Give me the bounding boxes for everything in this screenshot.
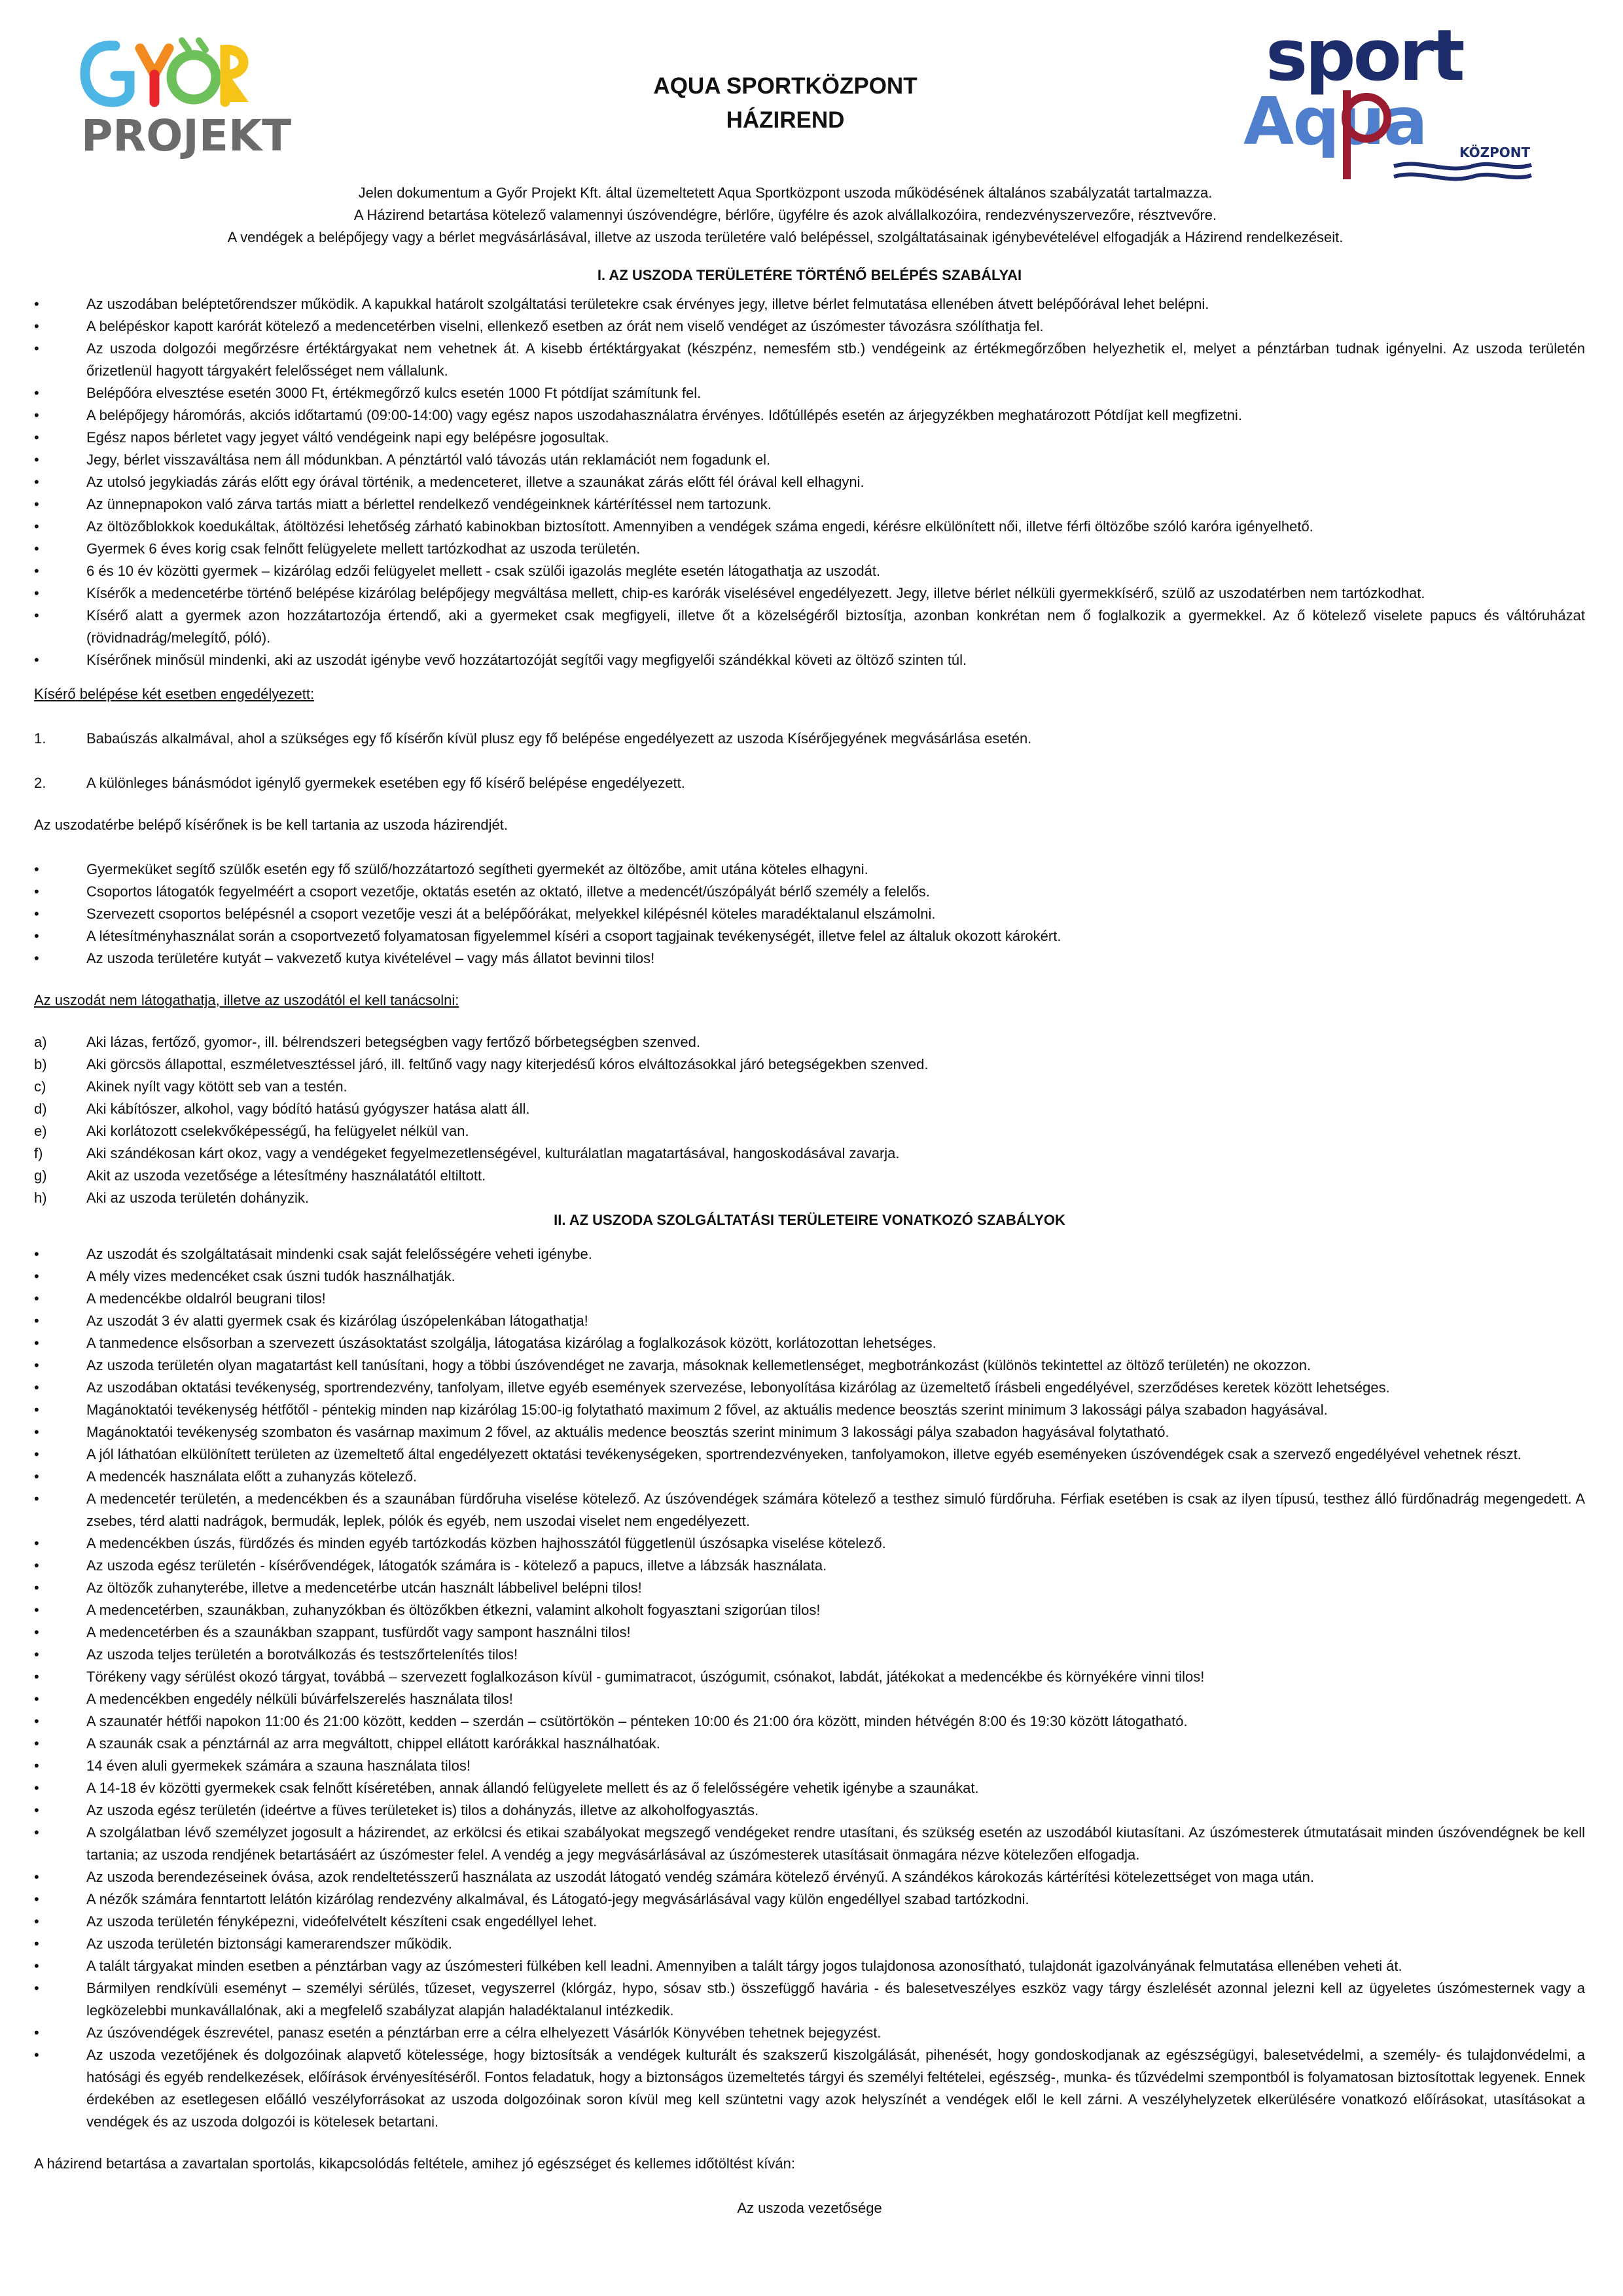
list-item: • Bármilyen rendkívüli eseményt – személyi sérülés, tűzeset, vegyszerrel (klórgáz, hypo, sósav stb.) összefüggő havária - és balesetveszélyes eszköz vagy tárgy észlelését azonnal jelezni kell az ügyeletes úszómesternek vagy a legközelebbi munkavállalónak, aki a megfelelő szabályzat alapján haladéktalanul intézkedik. [34,1977,1585,2022]
list-item: • Az uszodában oktatási tevékenység, sportrendezvény, tanfolyam, illetve egyéb események szervezése, lebonyolítása kizárólag az üzemeltető írásbeli engedélyével, szerződéses keretek között lehetséges. [34,1377,1585,1399]
intro-line: Jelen dokumentum a Győr Projekt Kft. által üzemeltetett Aqua Sportközpont uszoda működésének általános szabályzatát tartalmazza. [358,185,1213,201]
list-item: • A belépéskor kapott karórát kötelező a medencetérben viselni, ellenkező esetben az órát nem viselő vendéget az úszómester távozásra szólíthatja fel. [34,315,1585,338]
exclusion-letter: g) [34,1167,47,1184]
document-subtitle: HÁZIREND [726,107,845,133]
intro-block [52,182,1518,249]
list-item: • A medencékben úszás, fürdőzés és minden egyéb tartózkodás közben hajhosszától függetlenül úszósapka viselése kötelező. [34,1532,1585,1555]
gyor-projekt-logo [77,34,292,165]
intro-line: A vendégek a belépőjegy vagy a bérlet megvásárlásával, illetve az uszoda területére való belépéssel, szolgáltatásainak igénybevételével elfogadják a Házirend rendelkezéseit. [227,229,1344,245]
gyor-logo-word: PROJEKT [81,111,292,161]
exclusion-text: Aki korlátozott cselekvőképességű, ha felügyelet nélkül van. [86,1123,469,1139]
escort-case-number: 1. [34,730,46,747]
section-1-title: I. AZ USZODA TERÜLETÉRE TÖRTÉNŐ BELÉPÉS SZABÁLYAI [597,267,1022,283]
list-item: • Törékeny vagy sérülést okozó tárgyat, továbbá – szervezett foglalkozáson kívül - gumimatracot, úszógumit, csónakot, labdát, játékokat a medencékbe és környékére vinni tilos! [34,1666,1585,1688]
list-item: • Az uszoda területén fényképezni, videófelvételt készíteni csak engedéllyel lehet. [34,1911,1585,1933]
exclusion-letter: d) [34,1101,47,1117]
section-2-title: II. AZ USZODA SZOLGÁLTATÁSI TERÜLETEIRE VONATKOZÓ SZABÁLYOK [554,1212,1065,1228]
list-item: • A medencék használata előtt a zuhanyzás kötelező. [34,1466,1585,1488]
list-item: • A mély vizes medencéket csak úszni tudók használhatják. [34,1265,1585,1288]
exclusion-heading: Az uszodát nem látogathatja, illetve az uszodától el kell tanácsolni: [34,992,459,1008]
exclusion-text: Akit az uszoda vezetősége a létesítmény használatától eltiltott. [86,1167,486,1184]
list-item: • Magánoktatói tevékenység hétfőtől - péntekig minden nap kizárólag 15:00-ig folytatható maximum 2 fővel, az aktuális medence beosztás szerint minimum 3 lakossági pálya szabadon hagyásával. [34,1399,1585,1421]
escort-heading: Kísérő belépése két esetben engedélyezett: [34,686,315,702]
list-item: • A szaunatér hétfői napokon 11:00 és 21:00 között, kedden – szerdán – csütörtökön – pénteken 10:00 és 21:00 óra között, minden hétvégén 8:00 és 19:30 között látogatható. [34,1710,1585,1733]
escort-case [34,728,1585,750]
list-item: • Szervezett csoportos belépésnél a csoport vezetője veszi át a belépőórákat, melyekkel kilépésnél köteles maradéktalanul elszámolni. [34,903,1585,925]
section-1-rules [34,293,1585,671]
list-item: • Az uszoda területére kutyát – vakvezető kutya kivételével – vagy más állatot bevinni tilos! [34,947,1585,970]
list-item: • A medencetér területén, a medencékben és a szaunában fürdőruha viselése kötelező. Az úszóvendégek számára kötelező a testhez simuló fürdőruha. Férfiak esetében is csak az ilyen típusú, testhez álló fürdőnadrág megengedett. A zsebes, térd alatti nadrágok, bermudák, leplek, pólók és egyéb, nem uszodai viselet nem engedélyezett. [34,1488,1585,1532]
list-item: • A szaunák csak a pénztárnál az arra megváltott, chippel ellátott karórákkal használhatóak. [34,1733,1585,1755]
list-item: • A talált tárgyakat minden esetben a pénztárban vagy az úszómesteri fülkében kell leadni. Amennyiben a talált tárgy jogos tulajdonosa azonosítható, tulajdonát igazolványának felmutatása ellenében veheti át. [34,1955,1585,1977]
list-item: • A nézők számára fenntartott lelátón kizárólag rendezvény alkalmával, és Látogató-jegy megvásárlásával vagy külön engedéllyel szabad tartózkodni. [34,1888,1585,1911]
list-item: • Kísérő alatt a gyermek azon hozzátartozója értendő, aki a gyermeket csak megfigyeli, illetve őt a közelségéről biztosítja, azonban konkrétan nem ő foglalkozik a gyermekkel. Az ő kötelező viselete papucs és váltóruházat (rövidnadrág/melegítő, póló). [34,605,1585,649]
list-item: • Gyermek 6 éves korig csak felnőtt felügyelete mellett tartózkodhat az uszoda területén. [34,538,1585,560]
list-item: • Az uszoda területén olyan magatartást kell tanúsítani, hogy a többi úszóvendéget ne zavarja, másoknak kellemetlenséget, megbotránkozást (különös tekintettel az öltöző területén) ne okozzon. [34,1354,1585,1377]
exclusion-text: Aki kábítószer, alkohol, vagy bódító hatású gyógyszer hatása alatt áll. [86,1101,530,1117]
group-rules [34,858,1585,970]
list-item: • A medencékben engedély nélküli búvárfelszerelés használata tilos! [34,1688,1585,1710]
list-item [34,1120,1585,1142]
intro-line: A Házirend betartása kötelező valamennyi úszóvendégre, bérlőre, ügyfélre és azok alvállalkozóira, rendezvényszervezőre, résztvevőre. [353,207,1217,223]
exclusion-text: Aki az uszoda területén dohányzik. [86,1190,309,1206]
exclusion-letter: c) [34,1078,46,1095]
exclusion-letter: a) [34,1034,47,1050]
exclusion-text: Aki görcsös állapottal, eszméletvesztéssel járó, ill. feltűnő vagy nagy kiterjedésű kóros elváltozásokkal járó betegségekben szenved. [86,1056,929,1072]
list-item: • Belépőóra elvesztése esetén 3000 Ft, értékmegőrző kulcs esetén 1000 Ft pótdíjat számítunk fel. [34,382,1585,404]
aqua-logo-sport-word: sport [1266,15,1463,97]
list-item: • Az ünnepnapokon való zárva tartás miatt a bérlettel rendelkező vendégeinknek kártérítéssel nem tartozunk. [34,493,1585,516]
signature: Az uszoda vezetősége [737,2200,882,2216]
list-item: • A belépőjegy háromórás, akciós időtartamú (09:00-14:00) vagy egész napos uszodahasználatra érvényes. Időtúllépés esetén az árjegyzékben meghatározott Pótdíjat kell megfizetni. [34,404,1585,427]
list-item: • Az uszodát és szolgáltatásait mindenki csak saját felelősségére veheti igénybe. [34,1243,1585,1265]
exclusion-text: Aki lázas, fertőző, gyomor-, ill. bélrendszeri betegségben vagy fertőző bőrbetegségben szenved. [86,1034,700,1050]
list-item: • Kísérők a medencetérbe történő belépése kizárólag belépőjegy megváltása mellett, chip-es karórák viselésével engedélyezett. Jegy, illetve bérlet nélküli gyermekkísérő, szülő az uszodatérben nem tartózkodhat. [34,582,1585,605]
list-item: • A létesítményhasználat során a csoportvezető folyamatosan figyelemmel kíséri a csoport tagjainak tevékenységét, illetve felel az általuk okozott károkért. [34,925,1585,947]
list-item: • Az uszodát 3 év alatti gyermek csak és kizárólag úszópelenkában látogathatja! [34,1310,1585,1332]
list-item: • A jól láthatóan elkülönített területen az üzemeltető által engedélyezett oktatási tevékenységeken, sportrendezvényeken, tanfolyamokon, illetve egyéb eseményeken úszóvendégek csak a szervező engedélyével vehetnek részt. [34,1443,1585,1466]
list-item: • Az uszodában beléptetőrendszer működik. A kapukkal határolt szolgáltatási területekre csak érvényes jegy, illetve bérlet felmutatása ellenében átvett belépőórával lehet belépni. [34,293,1585,315]
list-item: • Jegy, bérlet visszaváltása nem áll módunkban. A pénztártól való távozás után reklamációt nem fogadunk el. [34,449,1585,471]
list-item: • 14 éven aluli gyermekek számára a szauna használata tilos! [34,1755,1585,1777]
list-item: • Gyermeküket segítő szülők esetén egy fő szülő/hozzátartozó segítheti gyermekét az öltözőbe, amit utána köteles elhagyni. [34,858,1585,881]
exclusion-letter: h) [34,1190,47,1206]
exclusion-letter: b) [34,1056,47,1072]
list-item [34,1165,1585,1187]
section-2-rules [34,1243,1585,2133]
exclusion-text: Aki szándékosan kárt okoz, vagy a vendégeket fegyelmezetlenségével, kulturálatlan magatartásával, hangoskodásával zavarja. [86,1145,900,1161]
rules-content [34,264,1585,2219]
escort-note: Az uszodatérbe belépő kísérőnek is be kell tartania az uszoda házirendjét. [34,817,508,833]
list-item [34,1187,1585,1209]
document-title: AQUA SPORTKÖZPONT [653,73,918,99]
list-item: • Csoportos látogatók fegyelméért a csoport vezetője, oktatás esetén az oktató, illetve a medencét/úszópályát bérlő személy a felelős. [34,881,1585,903]
list-item: • Az uszoda területén biztonsági kamerarendszer működik. [34,1933,1585,1955]
list-item [34,1142,1585,1165]
list-item: • Az uszoda egész területén - kísérővendégek, látogatók számára is - kötelező a papucs, illetve a lábzsák használata. [34,1555,1585,1577]
exclusion-text: Akinek nyílt vagy kötött seb van a testén. [86,1078,348,1095]
list-item: • A 14-18 év közötti gyermekek csak felnőtt kíséretében, annak állandó felügyelete mellett és az ő felelősségére vehetik igénybe a szaunákat. [34,1777,1585,1799]
aqua-sport-logo [1230,15,1544,183]
wave-icon [1394,164,1531,169]
list-item [34,1098,1585,1120]
escort-case-text: A különleges bánásmódot igénylő gyermekek esetében egy fő kísérő belépése engedélyezett. [86,775,685,791]
list-item: • Az öltözőblokkok koedukáltak, átöltözési lehetőség zárható kabinokban biztosított. Amennyiben a vendégek száma engedi, kérésre elkülönített női, illetve férfi öltözőbe szóló karóra igényelhető. [34,516,1585,538]
list-item: • Az úszóvendégek észrevétel, panasz esetén a pénztárban erre a célra elhelyezett Vásárlók Könyvében tehetnek bejegyzést. [34,2022,1585,2044]
list-item: • A medencékbe oldalról beugrani tilos! [34,1288,1585,1310]
list-item [34,1076,1585,1098]
escort-case [34,772,1585,794]
list-item: • A tanmedence elsősorban a szervezett úszásoktatást szolgálja, látogatása kizárólag a foglalkozások között, korlátozottan lehetséges. [34,1332,1585,1354]
list-item: • Az uszoda dolgozói megőrzésre értéktárgyakat nem vehetnek át. A kisebb értéktárgyakat (készpénz, nemesfém stb.) vendégeink az értékmegőrzőben helyezhetik el, melyet a pénztárban tudnak igényelni. Az uszoda területén őrizetlenül hagyott tárgyakért felelősséget nem vállalunk. [34,338,1585,382]
list-item: • Az öltözők zuhanyterébe, illetve a medencetérbe utcán használt lábbelivel belépni tilos! [34,1577,1585,1599]
list-item: • Az uszoda egész területén (ideértve a füves területeket is) tilos a dohányzás, illetve az alkoholfogyasztás. [34,1799,1585,1822]
aqua-logo-aqua-word: Aqua [1243,83,1427,160]
escort-case-number: 2. [34,775,46,791]
list-item [34,1031,1585,1053]
exclusion-letter: e) [34,1123,47,1139]
list-item [34,1053,1585,1076]
list-item: • Az uszoda berendezéseinek óvása, azok rendeltetésszerű használata az uszodát látogató vendég számára kötelező érvényű. A szándékos károkozás kártérítési kötelezettséget von maga után. [34,1866,1585,1888]
list-item: • A medencetérben és a szaunákban szappant, tusfürdőt vagy sampont használni tilos! [34,1621,1585,1644]
list-item: • A medencetérben, szaunákban, zuhanyzókban és öltözőkben étkezni, valamint alkoholt fogyasztani szigorúan tilos! [34,1599,1585,1621]
list-item: • Magánoktatói tevékenység szombaton és vasárnap maximum 2 fővel, az aktuális medence beosztás szerint minimum 3 lakossági pálya szabadon hagyásával folytatható. [34,1421,1585,1443]
list-item: • Egész napos bérletet vagy jegyet váltó vendégeink napi egy belépésre jogosultak. [34,427,1585,449]
list-item: • Kísérőnek minősül mindenki, aki az uszodát igénybe vevő hozzátartozóját segítői vagy megfigyelői szándékkal követi az öltöző szinten túl. [34,649,1585,671]
exclusion-letter: f) [34,1145,43,1161]
aqua-logo-kozpont: KÖZPONT [1459,145,1531,160]
list-item: • 6 és 10 év közötti gyermek – kizárólag edzői felügyelet mellett - csak szülői igazolás megléte esetén látogathatja az uszodát. [34,560,1585,582]
closing-text: A házirend betartása a zavartalan sportolás, kikapcsolódás feltétele, amihez jó egészséget és kellemes időtöltést kíván: [34,2155,795,2172]
list-item: • A szolgálatban lévő személyzet jogosult a házirendet, az erkölcsi és etikai szabályokat megszegő vendégeket rendre utasítani, és szükség esetén az uszodából kiutasítani. Az úszómesterek útmutatásait minden úszóvendégnek be kell tartania; az uszoda rendjének betartásáért az úszómester felel. A vendég a jegy megvásárlásával az úszómesterek utasításait önmagára nézve kötelezően elfogadja. [34,1822,1585,1866]
list-item: • Az utolsó jegykiadás zárás előtt egy órával történik, a medenceteret, illetve a szaunákat zárás előtt fél órával kell elhagyni. [34,471,1585,493]
exclusion-list [34,1031,1585,1209]
escort-case-text: Babaúszás alkalmával, ahol a szükséges egy fő kísérőn kívül plusz egy fő belépése engedélyezett az uszoda Kísérőjegyének megvásárlása esetén. [86,730,1032,747]
list-item: • Az uszoda vezetőjének és dolgozóinak alapvető kötelessége, hogy biztosítsák a vendégek kulturált és szakszerű kiszolgálását, pihenését, hogy gondoskodjanak az egészségügyi, balesetvédelmi, a személy- és tulajdonvédelmi, a hatósági és egyéb rendelkezések, előírások érvényesítéséről. Fontos feladatuk, hogy a biztonságos üzemeltetés tárgyi és személyi feltételei, egészség-, munka- és tűzvédelmi szempontból is folyamatosan biztosítottak legyenek. Ennek érdekében az esetlegesen előálló veszélyforrásokat az uszoda dolgozóinak soron kívül meg kell szüntetni vagy azok helyszínét a vendégek elől le kell zárni. A veszélyhelyzetek elkerülésére vonatkozó előírásokat, utasításokat a vendégek és az uszoda dolgozói is kötelesek betartani. [34,2044,1585,2133]
list-item: • Az uszoda teljes területén a borotválkozás és testszőrtelenítés tilos! [34,1644,1585,1666]
